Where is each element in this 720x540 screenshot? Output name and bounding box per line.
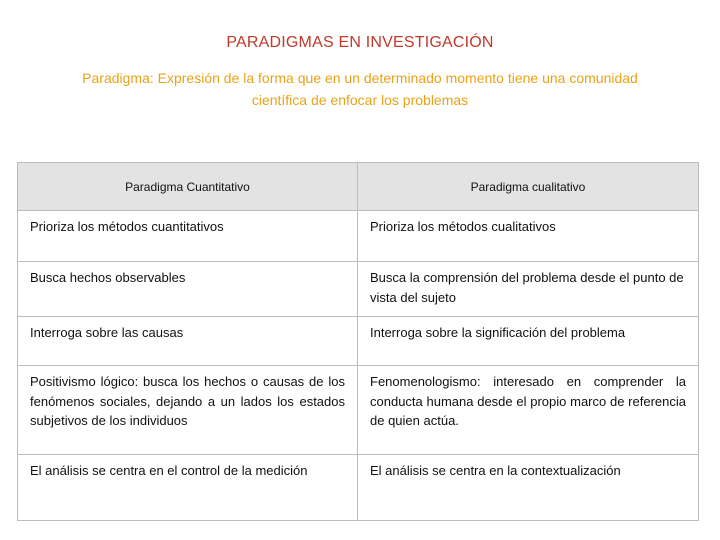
- table-row: [18, 211, 699, 262]
- table-row: [18, 366, 699, 455]
- slide-title: PARADIGMAS EN INVESTIGACIÓN: [226, 34, 494, 51]
- cell-qualitative: El análisis se centra en la contextualización: [358, 455, 699, 521]
- cell-quantitative: El análisis se centra en el control de la medición: [18, 455, 358, 521]
- header-qualitative: Paradigma cualitativo: [358, 163, 699, 211]
- table-header-row: [18, 163, 699, 211]
- cell-quantitative: Interroga sobre las causas: [18, 317, 358, 366]
- comparison-table: [17, 162, 699, 521]
- cell-quantitative: Prioriza los métodos cuantitativos: [18, 211, 358, 262]
- slide-subtitle: Paradigma: Expresión de la forma que en un determinado momento tiene una comunidad científica de enfocar los problemas: [82, 70, 638, 108]
- table-row: [18, 455, 699, 521]
- cell-qualitative: Fenomenologismo: interesado en comprender la conducta humana desde el propio marco de referencia de quien actúa.: [358, 366, 699, 455]
- cell-qualitative: Interroga sobre la significación del problema: [358, 317, 699, 366]
- table-row: [18, 317, 699, 366]
- cell-qualitative: Prioriza los métodos cualitativos: [358, 211, 699, 262]
- table-row: [18, 262, 699, 317]
- cell-quantitative: Positivismo lógico: busca los hechos o causas de los fenómenos sociales, dejando a un lados los estados subjetivos de los individuos: [18, 366, 358, 455]
- header-quantitative: Paradigma Cuantitativo: [18, 163, 358, 211]
- cell-qualitative: Busca la comprensión del problema desde el punto de vista del sujeto: [358, 262, 699, 317]
- cell-quantitative: Busca hechos observables: [18, 262, 358, 317]
